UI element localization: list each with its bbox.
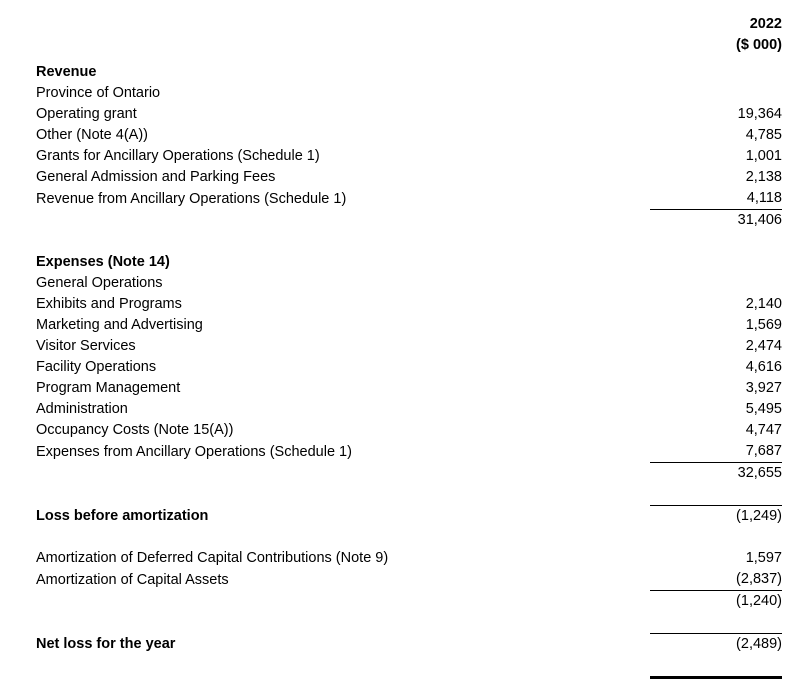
row-label: Amortization of Deferred Capital Contributions (Note 9) (36, 550, 389, 566)
spacer (36, 612, 782, 634)
spacer (36, 484, 782, 506)
row-amount: 19,364 (737, 106, 782, 122)
row-label: Exhibits and Programs (36, 296, 182, 312)
section-total-label (36, 463, 650, 485)
section-total-amount: 32,655 (650, 463, 782, 485)
spacer-cell (36, 527, 650, 548)
row-amount: 2,474 (745, 338, 782, 354)
row-label: Visitor Services (36, 338, 136, 354)
row-label: Occupancy Costs (Note 15(A)) (36, 422, 234, 438)
amortization-total-amount: (1,240) (650, 591, 782, 613)
row-label: Facility Operations (36, 359, 157, 375)
table-header-units-row (36, 35, 782, 56)
table-row (36, 441, 782, 463)
header-spacer-2 (36, 35, 650, 56)
amortization-total-label (36, 591, 650, 613)
spacer (36, 527, 782, 548)
row-amount: 5,495 (745, 401, 782, 417)
row-amount: 1,569 (745, 317, 782, 333)
net-loss-double-rule (650, 655, 782, 678)
subtotal-loss-row (36, 506, 782, 528)
header-spacer (36, 14, 650, 35)
row-amount: 4,616 (745, 359, 782, 375)
header-year: 2022 (749, 16, 782, 32)
section-title-expenses: Expenses (Note 14) (36, 254, 170, 270)
row-label: Other (Note 4(A)) (36, 127, 148, 143)
spacer-cell (36, 484, 650, 506)
section-title-expenses-amount (650, 252, 782, 273)
row-amount (650, 273, 782, 294)
table-row (36, 146, 782, 167)
spacer-cell (650, 484, 782, 506)
net-loss-amount: (2,489) (650, 634, 782, 656)
spacer-cell (36, 612, 650, 634)
table-row (36, 336, 782, 357)
spacer-cell (36, 655, 650, 678)
row-label: Amortization of Capital Assets (36, 571, 229, 588)
statement-of-operations-table (36, 14, 782, 679)
table-row (36, 548, 782, 569)
row-amount: 4,747 (745, 422, 782, 438)
amortization-total-row (36, 591, 782, 613)
table-row (36, 104, 782, 125)
table-header-year-row (36, 14, 782, 35)
section-title-revenue: Revenue (36, 64, 97, 80)
net-loss-underline-row (36, 655, 782, 678)
section-total-label (36, 210, 650, 232)
row-amount: (2,837) (736, 571, 782, 587)
row-amount (650, 83, 782, 104)
row-label: Marketing and Advertising (36, 317, 203, 333)
table-row (36, 315, 782, 336)
row-label: Revenue from Ancillary Operations (Schedule 1) (36, 190, 347, 207)
table-row (36, 273, 782, 294)
row-amount: 4,785 (745, 127, 782, 143)
net-loss-label: Net loss for the year (36, 636, 176, 652)
table-row (36, 167, 782, 188)
section-total-row (36, 210, 782, 232)
row-label: General Admission and Parking Fees (36, 169, 276, 185)
section-title-row (36, 252, 782, 273)
row-amount: 1,001 (745, 148, 782, 164)
row-label: Province of Ontario (36, 85, 161, 101)
spacer-cell (36, 231, 650, 252)
spacer (36, 231, 782, 252)
row-label: Operating grant (36, 106, 137, 122)
section-total-amount: 31,406 (650, 210, 782, 232)
row-label: Administration (36, 401, 128, 417)
table-row (36, 294, 782, 315)
row-amount: 7,687 (745, 443, 782, 459)
header-units: ($ 000) (736, 37, 782, 53)
table-row (36, 378, 782, 399)
section-title-revenue-amount (650, 56, 782, 83)
table-row (36, 125, 782, 146)
row-amount: 2,138 (745, 169, 782, 185)
row-label: Program Management (36, 380, 181, 396)
row-label: General Operations (36, 275, 163, 291)
subtotal-loss-amount: (1,249) (650, 506, 782, 528)
table-row (36, 420, 782, 441)
spacer-cell (650, 527, 782, 548)
subtotal-loss-label: Loss before amortization (36, 508, 209, 524)
row-amount: 4,118 (746, 190, 782, 206)
row-label: Expenses from Ancillary Operations (Schedule 1) (36, 443, 352, 460)
row-amount: 1,597 (745, 550, 782, 566)
table-row (36, 399, 782, 420)
spacer-cell (650, 231, 782, 252)
table-row (36, 83, 782, 104)
table-row (36, 357, 782, 378)
row-amount: 2,140 (745, 296, 782, 312)
table-row (36, 188, 782, 210)
spacer-cell (650, 612, 782, 634)
row-label: Grants for Ancillary Operations (Schedule 1) (36, 148, 320, 164)
table-row (36, 569, 782, 591)
net-loss-row (36, 634, 782, 656)
section-total-row (36, 463, 782, 485)
row-amount: 3,927 (745, 380, 782, 396)
section-title-row (36, 56, 782, 83)
